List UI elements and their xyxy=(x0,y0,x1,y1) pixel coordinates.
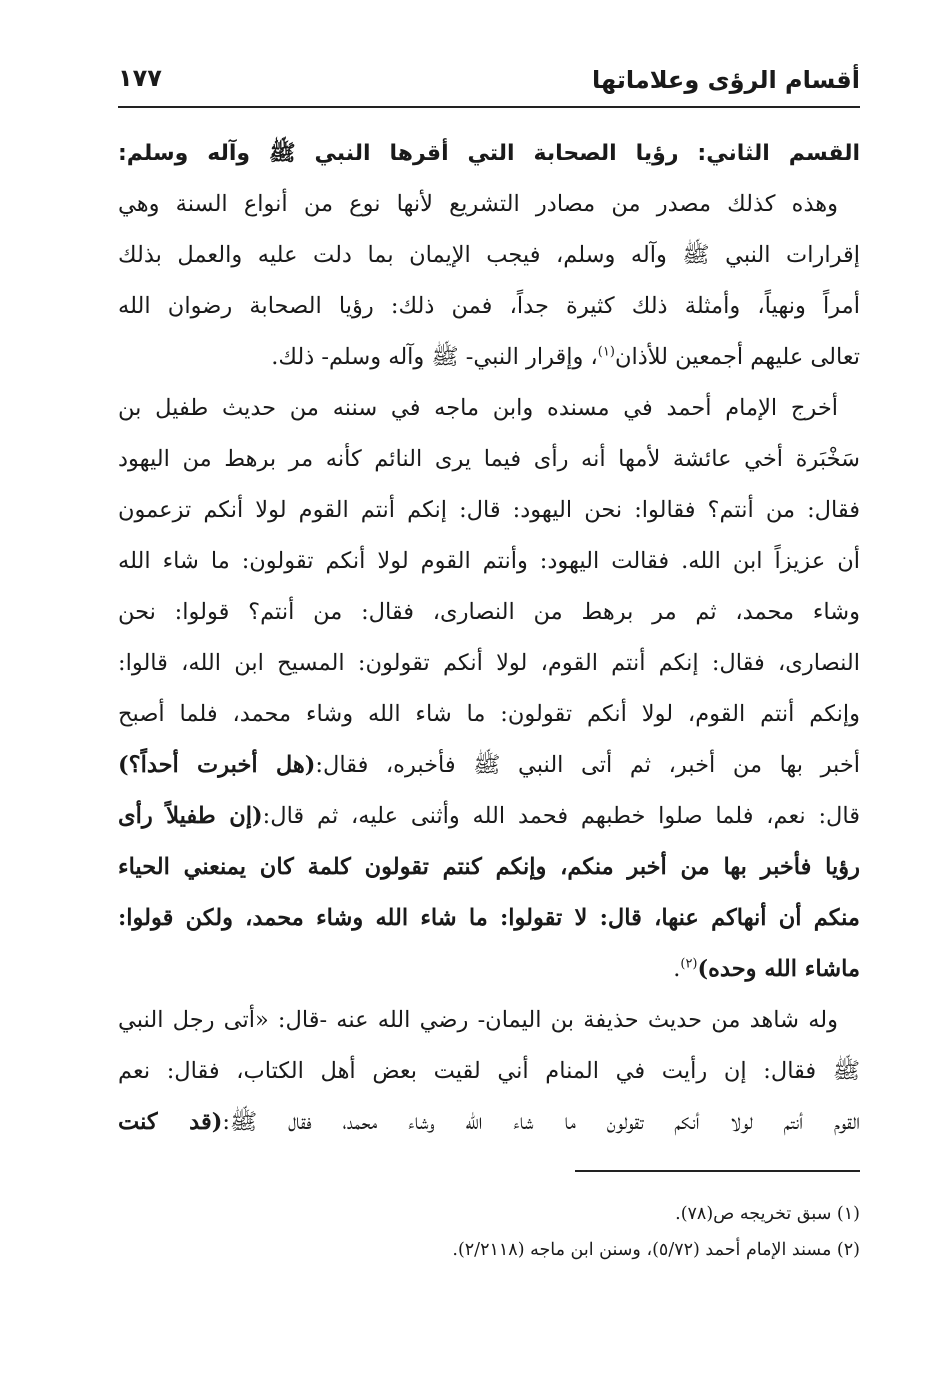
quote-bold: ماشاء الله وحده) xyxy=(697,956,860,982)
footnotes xyxy=(118,1196,860,1268)
quote-bold: (قد كنت xyxy=(118,1109,223,1135)
text-segment: القوم أنتم لولا أنكم تقولون ما شاء الله وشاء محمد، فقال ﷺ: xyxy=(222,1109,860,1135)
quote-bold: (إن طفيلاً رأى xyxy=(118,803,263,829)
text-line: رؤيا فأخبر بها من أخبر منكم، وإنكم كنتم تقولون كلمة كان يمنعني الحياء xyxy=(118,854,860,880)
text-segment: قال: نعم، فلما صلوا خطبهم فحمد الله وأثنى عليه، ثم قال: xyxy=(262,803,860,829)
page-number: ١٧٧ xyxy=(118,64,162,92)
text-line xyxy=(118,740,860,791)
text-line xyxy=(118,944,860,995)
text-line: سَخْبَرة أخي عائشة لأمها أنه رأى فيما يرى النائم كأنه مر برهط من اليهود xyxy=(118,446,860,472)
text-line: وهذه كذلك مصدر من مصادر التشريع لأنها نوع من أنواع السنة وهي xyxy=(118,191,838,217)
main-text xyxy=(118,128,860,1148)
text-line: وشاء محمد، ثم مر برهط من النصارى، فقال: من أنتم؟ قولوا: نحن xyxy=(118,599,860,625)
text-line: فقال: من أنتم؟ فقالوا: نحن اليهود: قال: إنكم أنتم القوم لولا أنكم تزعمون xyxy=(118,497,860,523)
footnote-ref: (١) xyxy=(597,344,615,360)
running-title: أقسام الرؤى وعلاماتها xyxy=(591,66,860,94)
text-line: وله شاهد من حديث حذيفة بن اليمان- رضي الله عنه -قال: «أتى رجل النبي xyxy=(118,1007,838,1033)
text-line: وإنكم أنتم القوم، لولا أنكم تقولون: ما شاء الله وشاء محمد، فلما أصبح xyxy=(118,701,860,727)
text-line: النصارى، فقال: إنكم أنتم القوم، لولا أنكم تقولون: المسيح ابن الله، قالوا: xyxy=(118,650,860,676)
text-line: أن عزيزاً ابن الله. فقالت اليهود: وأنتم القوم لولا أنكم تقولون: ما شاء الله xyxy=(118,548,860,574)
footnote-1: (١) سبق تخريجه ص(٧٨). xyxy=(675,1204,860,1224)
text-line: أمراً ونهياً، وأمثلة ذلك كثيرة جداً، فمن ذلك: رؤيا الصحابة رضوان الله xyxy=(118,293,860,319)
text-segment: ، وإقرار النبي- ﷺ وآله وسلم- ذلك. xyxy=(271,344,598,370)
text-line: إقرارات النبي ﷺ وآله وسلم، فيجب الإيمان بما دلت عليه والعمل بذلك xyxy=(118,242,860,268)
footnote-divider xyxy=(575,1170,860,1172)
footnote-ref: (٢) xyxy=(680,956,698,972)
quote-bold: (هل أخبرت أحداً؟) xyxy=(118,752,316,778)
text-segment: أخبر بها من أخبر، ثم أتى النبي ﷺ فأخبره، فقال: xyxy=(315,752,860,778)
text-line xyxy=(118,791,860,842)
text-segment: . xyxy=(673,956,681,982)
text-line: ﷺ فقال: إن رأيت في المنام أني لقيت بعض أهل الكتاب، فقال: نعم xyxy=(118,1058,860,1084)
page-header xyxy=(118,58,860,108)
text-line: أخرج الإمام أحمد في مسنده وابن ماجه في سننه من حديث طفيل بن xyxy=(118,395,838,421)
section-heading: القسم الثاني: رؤيا الصحابة التي أقرها النبي ﷺ وآله وسلم: xyxy=(118,141,860,166)
text-line xyxy=(118,332,860,383)
text-segment: تعالى عليهم أجمعين للأذان xyxy=(614,344,860,370)
text-line xyxy=(118,1097,860,1148)
footnote-2: (٢) مسند الإمام أحمد (٥/٧٢)، وسنن ابن ماجه (٢/٢١١٨). xyxy=(452,1240,860,1260)
text-line: منكم أن أنهاكم عنها، قال: لا تقولوا: ما شاء الله وشاء محمد، ولكن قولوا: xyxy=(118,905,860,931)
